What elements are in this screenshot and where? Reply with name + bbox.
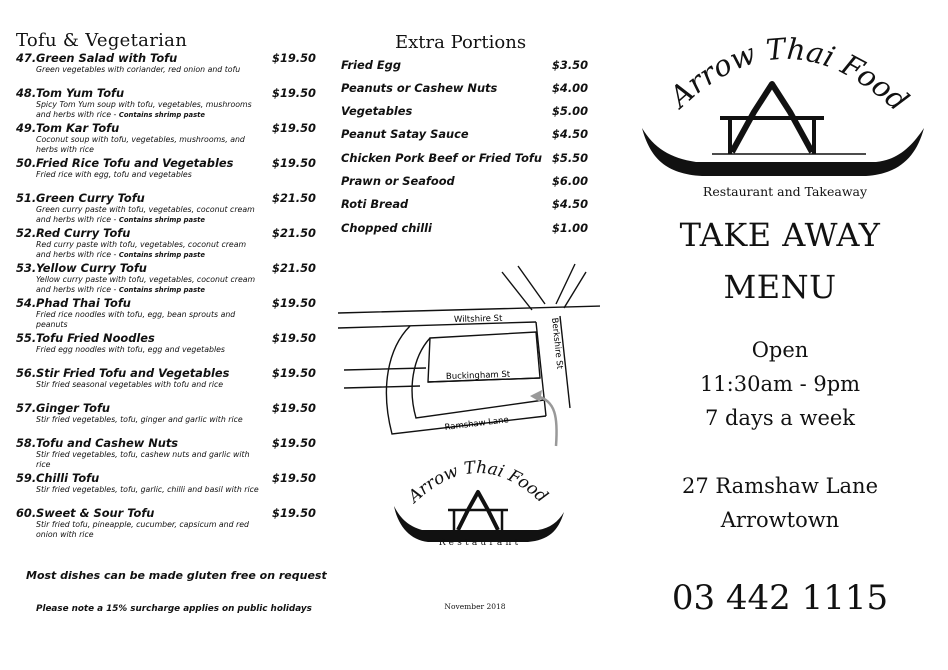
map-arrow bbox=[536, 396, 557, 446]
extra-portion-row bbox=[341, 197, 588, 211]
extra-portion-name: Chicken Pork Beef or Fried Tofu bbox=[341, 151, 542, 165]
menu-item-number: 48. bbox=[16, 86, 37, 100]
extra-portion-name: Prawn or Seafood bbox=[341, 174, 455, 188]
map-arrowhead bbox=[530, 390, 542, 402]
menu-title: MENU bbox=[723, 268, 837, 306]
menu-item-name: Green Curry Tofu bbox=[36, 191, 145, 205]
extra-portion-name: Roti Bread bbox=[341, 197, 409, 211]
menu-item-description-block bbox=[36, 100, 262, 120]
open-label: Open bbox=[751, 338, 809, 362]
menu-item-description-block bbox=[36, 310, 262, 330]
menu-item-allergen-note: Contains shrimp paste bbox=[118, 216, 205, 224]
menu-item bbox=[16, 367, 316, 390]
menu-item-number: 53. bbox=[16, 261, 37, 275]
menu-item-description-block bbox=[36, 345, 262, 355]
tofu-section bbox=[16, 30, 316, 53]
menu-item-name: Tofu and Cashew Nuts bbox=[36, 436, 179, 450]
menu-item-header bbox=[16, 507, 316, 520]
extra-portion-name: Vegetables bbox=[341, 104, 413, 118]
menu-item-price: $19.50 bbox=[272, 401, 316, 415]
menu-item-name: Tom Yum Tofu bbox=[36, 86, 125, 100]
menu-item-header bbox=[16, 332, 316, 345]
extras-title: Extra Portions bbox=[395, 32, 527, 53]
map-label-wiltshire: Wiltshire St bbox=[453, 313, 503, 325]
tofu-section-title: Tofu & Vegetarian bbox=[16, 30, 188, 51]
menu-item-header bbox=[16, 402, 316, 415]
menu-item-allergen-note: Contains shrimp paste bbox=[118, 251, 205, 259]
menu-item bbox=[16, 437, 316, 470]
small-logo bbox=[388, 448, 568, 548]
menu-item-number: 55. bbox=[16, 331, 37, 345]
menu-item-description-block bbox=[36, 415, 262, 425]
menu-item-description-block bbox=[36, 380, 262, 390]
menu-item-number: 59. bbox=[16, 471, 37, 485]
menu-item-number: 47. bbox=[16, 51, 37, 65]
opening-days: 7 days a week bbox=[704, 406, 856, 430]
menu-item-price: $19.50 bbox=[272, 471, 316, 485]
extra-portion-price: $5.50 bbox=[551, 151, 588, 165]
menu-item-description: Fried rice with egg, tofu and vegetables bbox=[36, 170, 192, 179]
map-road-north-east-2 bbox=[564, 272, 586, 308]
menu-item-description: Stir fried tofu, pineapple, cucumber, capsicum and red onion with rice bbox=[36, 520, 250, 539]
menu-item-description-block bbox=[36, 65, 262, 75]
extra-portion-name: Chopped chilli bbox=[341, 221, 432, 235]
menu-item-number: 51. bbox=[16, 191, 37, 205]
location-map bbox=[330, 258, 600, 448]
menu-item-header bbox=[16, 122, 316, 135]
extra-portion-price: $6.00 bbox=[551, 174, 588, 188]
map-road-buckingham bbox=[344, 368, 540, 388]
address-line-1: 27 Ramshaw Lane bbox=[681, 474, 878, 498]
opening-hours: 11:30am - 9pm bbox=[699, 372, 861, 396]
menu-item-description-block bbox=[36, 205, 262, 225]
map-label-buckingham: Buckingham St bbox=[445, 369, 511, 382]
menu-item-header bbox=[16, 437, 316, 450]
menu-item-description-block bbox=[36, 275, 262, 295]
menu-item-price: $21.50 bbox=[272, 261, 316, 275]
small-logo-name: Arrow Thai Food bbox=[404, 457, 552, 508]
menu-item bbox=[16, 297, 316, 330]
address-line-2: Arrowtown bbox=[720, 508, 840, 532]
menu-item bbox=[16, 332, 316, 355]
menu-item bbox=[16, 122, 316, 155]
menu-item-name: Red Curry Tofu bbox=[36, 226, 131, 240]
menu-item-price: $19.50 bbox=[272, 506, 316, 520]
menu-item-name: Tofu Fried Noodles bbox=[36, 331, 155, 345]
menu-item-header bbox=[16, 157, 316, 170]
menu-item-name: Chilli Tofu bbox=[36, 471, 100, 485]
menu-item-price: $19.50 bbox=[272, 436, 316, 450]
menu-item-description-block bbox=[36, 520, 262, 540]
menu-item-description-block bbox=[36, 240, 262, 260]
menu-item-description: Coconut soup with tofu, vegetables, mushrooms, and herbs with rice bbox=[36, 135, 245, 154]
phone-number: 03 442 1115 bbox=[671, 578, 889, 618]
menu-item-number: 54. bbox=[16, 296, 37, 310]
extra-portion-price: $4.00 bbox=[551, 81, 588, 95]
main-logo-name: Arrow Thai Food bbox=[662, 31, 916, 118]
menu-item-number: 52. bbox=[16, 226, 37, 240]
menu-item-description: Spicy Tom Yum soup with tofu, vegetables, mushrooms and herbs with rice - bbox=[36, 100, 252, 119]
menu-item-header bbox=[16, 87, 316, 100]
menu-item-number: 57. bbox=[16, 401, 37, 415]
menu-item-header bbox=[16, 192, 316, 205]
menu-item-number: 56. bbox=[16, 366, 37, 380]
menu-item-description: Stir fried vegetables, tofu, garlic, chilli and basil with rice bbox=[36, 485, 259, 494]
menu-item-description: Green vegetables with coriander, red onion and tofu bbox=[36, 65, 241, 74]
extra-portion-row bbox=[341, 174, 588, 188]
extra-portion-price: $1.00 bbox=[551, 221, 588, 235]
menu-item-description-block bbox=[36, 135, 262, 155]
menu-item-description-block bbox=[36, 450, 262, 470]
menu-item-allergen-note: Contains shrimp paste bbox=[118, 111, 205, 119]
menu-item-description: Green curry paste with tofu, vegetables, coconut cream and herbs with rice - bbox=[36, 205, 255, 224]
menu-item-number: 49. bbox=[16, 121, 37, 135]
menu-item-price: $19.50 bbox=[272, 366, 316, 380]
menu-item-name: Stir Fried Tofu and Vegetables bbox=[36, 366, 230, 380]
menu-item-header bbox=[16, 367, 316, 380]
main-logo-subtitle: Restaurant and Takeaway bbox=[702, 184, 868, 199]
menu-item-number: 50. bbox=[16, 156, 37, 170]
menu-item-allergen-note: Contains shrimp paste bbox=[118, 286, 205, 294]
menu-item-header bbox=[16, 262, 316, 275]
menu-item-price: $19.50 bbox=[272, 86, 316, 100]
menu-item-description: Fried rice noodles with tofu, egg, bean sprouts and peanuts bbox=[36, 310, 236, 329]
menu-item-name: Tom Kar Tofu bbox=[36, 121, 120, 135]
gluten-free-note: Most dishes can be made gluten free on request bbox=[26, 569, 327, 582]
extra-portion-price: $5.00 bbox=[551, 104, 588, 118]
menu-item-header bbox=[16, 52, 316, 65]
extra-portion-price: $4.50 bbox=[551, 127, 588, 141]
menu-item-name: Phad Thai Tofu bbox=[36, 296, 131, 310]
menu-item-name: Ginger Tofu bbox=[36, 401, 111, 415]
menu-item-header bbox=[16, 227, 316, 240]
map-label-ramshaw: Ramshaw Lane bbox=[444, 415, 510, 433]
menu-date: November 2018 bbox=[444, 602, 506, 611]
extra-portion-row bbox=[341, 104, 588, 118]
menu-item-price: $19.50 bbox=[272, 51, 316, 65]
menu-item-description: Fried egg noodles with tofu, egg and vegetables bbox=[36, 345, 225, 354]
menu-item-description-block bbox=[36, 485, 262, 495]
menu-item-description-block bbox=[36, 170, 262, 180]
menu-item bbox=[16, 507, 316, 540]
menu-item-description: Stir fried vegetables, tofu, ginger and garlic with rice bbox=[36, 415, 243, 424]
menu-item-price: $19.50 bbox=[272, 296, 316, 310]
extra-portion-row bbox=[341, 58, 588, 72]
menu-item-name: Sweet & Sour Tofu bbox=[36, 506, 155, 520]
extra-portion-name: Fried Egg bbox=[341, 58, 401, 72]
menu-item-description: Red curry paste with tofu, vegetables, coconut cream and herbs with rice - bbox=[36, 240, 247, 259]
map-road-north-west-2 bbox=[502, 272, 532, 310]
menu-item bbox=[16, 87, 316, 120]
main-logo bbox=[636, 28, 928, 178]
extra-portion-row bbox=[341, 81, 588, 95]
extra-portion-name: Peanuts or Cashew Nuts bbox=[341, 81, 498, 95]
extra-portion-name: Peanut Satay Sauce bbox=[341, 127, 469, 141]
extra-portion-row bbox=[341, 127, 588, 141]
menu-item bbox=[16, 262, 316, 295]
menu-item-number: 58. bbox=[16, 436, 37, 450]
menu-item-header bbox=[16, 472, 316, 485]
menu-item-header bbox=[16, 297, 316, 310]
svg-text:Arrow Thai Food bbox=[403, 458, 552, 509]
menu-item-description: Stir fried vegetables, tofu, cashew nuts and garlic with rice bbox=[36, 450, 250, 469]
menu-item bbox=[16, 472, 316, 495]
menu-item-price: $19.50 bbox=[272, 121, 316, 135]
holiday-surcharge-note: Please note a 15% surcharge applies on public holidays bbox=[36, 604, 312, 614]
map-label-berkshire: Berkshire St bbox=[549, 317, 565, 370]
menu-item-price: $21.50 bbox=[272, 191, 316, 205]
menu-item-description: Yellow curry paste with tofu, vegetables, coconut cream and herbs with rice - bbox=[36, 275, 256, 294]
menu-item-description: Stir fried seasonal vegetables with tofu and rice bbox=[36, 380, 224, 389]
menu-item-name: Yellow Curry Tofu bbox=[36, 261, 147, 275]
extra-portion-price: $3.50 bbox=[551, 58, 588, 72]
takeaway-title: TAKE AWAY bbox=[679, 216, 881, 254]
extra-portion-row bbox=[341, 151, 588, 165]
menu-item bbox=[16, 227, 316, 260]
extra-portion-price: $4.50 bbox=[551, 197, 588, 211]
small-logo-boat-icon bbox=[394, 506, 564, 542]
menu-item bbox=[16, 192, 316, 225]
extra-portion-row bbox=[341, 221, 588, 235]
menu-item-price: $19.50 bbox=[272, 156, 316, 170]
map-road-north-east bbox=[556, 264, 575, 304]
menu-item bbox=[16, 157, 316, 180]
menu-item-name: Fried Rice Tofu and Vegetables bbox=[36, 156, 234, 170]
menu-item-number: 60. bbox=[16, 506, 37, 520]
main-logo-boat-icon bbox=[642, 128, 924, 176]
menu-item bbox=[16, 402, 316, 425]
menu-item-name: Green Salad with Tofu bbox=[36, 51, 178, 65]
menu-item-price: $21.50 bbox=[272, 226, 316, 240]
small-logo-subtitle: Restaurant bbox=[438, 538, 522, 548]
menu-item-price: $19.50 bbox=[272, 331, 316, 345]
menu-item bbox=[16, 52, 316, 75]
